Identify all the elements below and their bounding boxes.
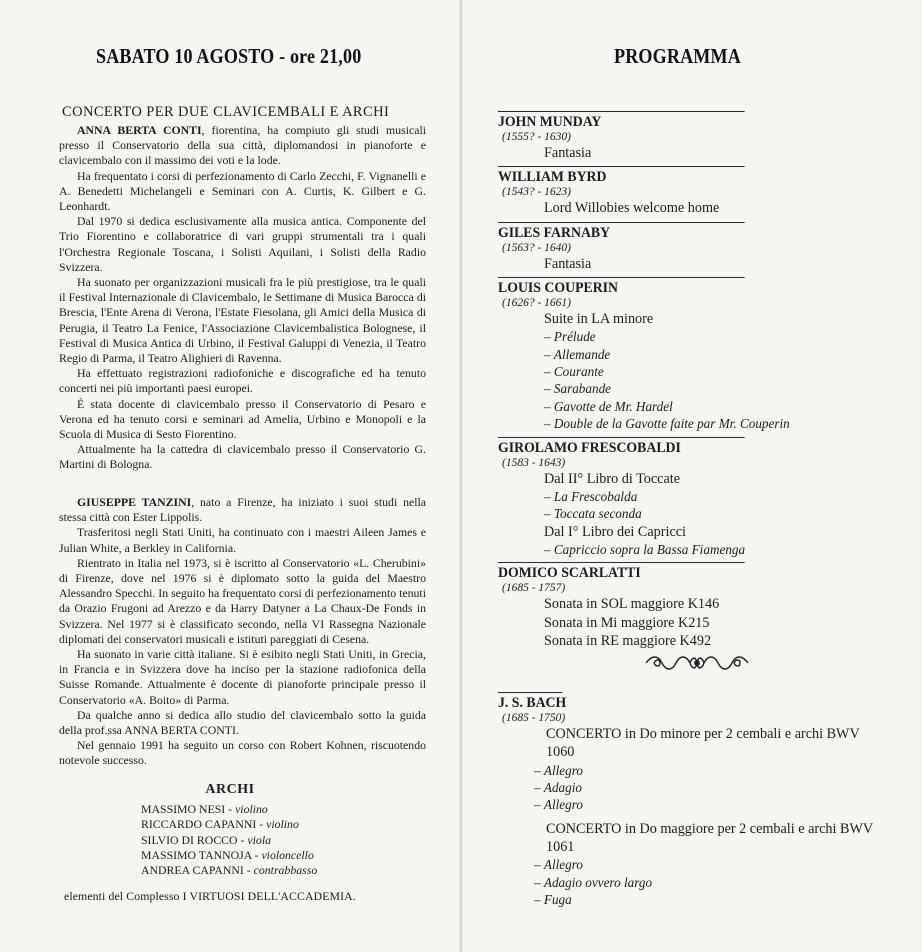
bio-giuseppe-tanzini bbox=[59, 495, 426, 769]
work-title: Dal I° Libro dei Capricci bbox=[544, 523, 686, 540]
work-title: Sonata in RE maggiore K492 bbox=[544, 633, 712, 650]
right-page bbox=[462, 0, 922, 952]
composer-name: GILES FARNABY bbox=[498, 222, 745, 242]
movement: – Prélude bbox=[544, 328, 918, 345]
bio-paragraph: Ha frequentato i corsi di perfezionamento di Carlo Zecchi, F. Vignanelli e A. Benedetti Michelangeli e Seminari con A. Curtis, K. Gilbert e G. Leonhardt. bbox=[59, 168, 426, 214]
bio-paragraph: GIUSEPPE TANZINI, nato a Firenze, ha iniziato i suoi studi nella stessa città con Ester Lippolis. bbox=[59, 495, 426, 525]
composer-name: J. S. BACH bbox=[498, 692, 562, 712]
archi-title: ARCHI bbox=[205, 782, 255, 797]
work-title: Fantasia bbox=[544, 145, 592, 161]
movement: – Allegro bbox=[534, 796, 918, 813]
movement: – Gavotte de Mr. Hardel bbox=[544, 398, 918, 415]
movement: – Adagio bbox=[534, 779, 918, 796]
movement: – Allemande bbox=[544, 346, 918, 363]
bio-paragraph: ANNA BERTA CONTI, fiorentina, ha compiuto gli studi musicali presso il Conservatorio della sua città, diplomandosi in pianoforte e clavicembalo con il massimo dei voti e la lode. bbox=[59, 123, 427, 168]
works bbox=[498, 595, 918, 650]
work-title: Sonata in SOL maggiore K146 bbox=[544, 596, 720, 613]
archi-member: MASSIMO TANNOJA - violoncello bbox=[141, 847, 314, 862]
movement: – Allegro bbox=[534, 856, 918, 873]
composer-dates: (1555? - 1630) bbox=[502, 131, 571, 143]
composer-name: GIROLAMO FRESCOBALDI bbox=[498, 437, 745, 457]
program-list bbox=[498, 111, 918, 650]
movement: – Courante bbox=[544, 363, 918, 380]
composer-name: WILLIAM BYRD bbox=[498, 166, 745, 186]
composer-dates: (1626? - 1661) bbox=[502, 296, 571, 309]
composer-block bbox=[498, 277, 918, 433]
composer-name: JOHN MUNDAY bbox=[498, 111, 745, 131]
archi-members bbox=[141, 802, 317, 878]
movement: – Fuga bbox=[534, 891, 918, 908]
bio-paragraph: Da qualche anno si dedica allo studio del clavicembalo sotto la guida della prof.ssa ANNA BERTA CONTI. bbox=[59, 707, 426, 738]
movement: – Capriccio sopra la Bassa Fiamenga bbox=[544, 541, 918, 558]
performer-name: GIUSEPPE TANZINI bbox=[77, 495, 192, 509]
performer-name: ANNA BERTA CONTI bbox=[77, 123, 202, 137]
composer-name: DOMICO SCARLATTI bbox=[498, 562, 745, 582]
bio-anna-berta-conti bbox=[59, 123, 426, 473]
works bbox=[498, 310, 918, 433]
concert-title: CONCERTO PER DUE CLAVICEMBALI E ARCHI bbox=[62, 104, 390, 120]
bio-paragraph: Trasferitosi negli Stati Uniti, ha continuato con i maestri Aileen James e Julian White, a Berkley in California. bbox=[59, 525, 426, 555]
ornament-divider-icon bbox=[642, 652, 752, 674]
works bbox=[498, 144, 918, 162]
program-heading: PROGRAMMA bbox=[614, 44, 741, 68]
works bbox=[498, 470, 918, 559]
composer-block bbox=[498, 222, 918, 273]
composer-block bbox=[498, 166, 918, 217]
composer-dates: (1685 - 1750) bbox=[502, 712, 566, 724]
bio-paragraph: Ha suonato per organizzazioni musicali fra le più prestigiose, tra le quali il Festival Internazionale di Clavicembalo, le Settimane di Musica Barocca di Brescia, l'Ente Arena di Verona, l'Estate Fiesolana, gli Amici della Musica di Perugia, il Teatro La Fenice, l'Associazione Clavicembalistica Bolognese, il Festival di Musica Antica di Urbino, il Festival Galuppi di Venezia, il Teatro Regio di Parma, il Teatro Alighieri di Ravenna. bbox=[59, 275, 426, 366]
works bbox=[498, 255, 918, 273]
work-title: Sonata in Mi maggiore K215 bbox=[544, 614, 710, 631]
movements bbox=[534, 856, 918, 908]
movements bbox=[534, 762, 918, 814]
left-page bbox=[0, 0, 460, 952]
movement: – Adagio ovvero largo bbox=[534, 874, 918, 891]
archi-member: SILVIO DI ROCCO - viola bbox=[141, 832, 271, 847]
bio-paragraph: Dal 1970 si dedica esclusivamente alla musica antica. Componente del Trio Fiorentino e collaboratrice di vari gruppi strumentali tra i quali l'Orchestra Regionale Toscana, i Solisti Aquilani, i Solisti della Radio Svizzera. bbox=[59, 214, 426, 274]
work-title: Fantasia bbox=[544, 255, 592, 272]
archi-member: RICCARDO CAPANNI - violino bbox=[141, 817, 299, 832]
movement: – La Frescobalda bbox=[544, 488, 918, 505]
archi-member: MASSIMO NESI - violino bbox=[141, 802, 268, 816]
bio-paragraph: Nel gennaio 1991 ha seguito un corso con Robert Kohnen, riscuotendo notevole successo. bbox=[59, 738, 426, 768]
composer-dates: (1563? - 1640) bbox=[502, 241, 571, 254]
composer-block bbox=[498, 111, 918, 162]
bio-paragraph: Attualmente ha la cattedra di clavicembalo presso il Conservatorio G. Martini di Bologna. bbox=[59, 442, 426, 472]
bio-paragraph: È stata docente di clavicembalo presso il Conservatorio di Pesaro e Verona ed ha tenuto corsi e seminari ad Amelia, Urbino e Monopoli e la Scuola di Musica di Sesto Fiorentino. bbox=[59, 396, 426, 442]
composer-dates: (1543? - 1623) bbox=[502, 186, 571, 199]
work-title: Dal II° Libro di Toccate bbox=[544, 470, 680, 487]
composer-block bbox=[498, 562, 918, 650]
work-title: Lord Willobies welcome home bbox=[544, 200, 720, 217]
work-title: CONCERTO in Do minore per 2 cembali e archi BWV 1060 bbox=[546, 726, 860, 761]
ensemble-note: elementi del Complesso I VIRTUOSI DELL'ACCADEMIA. bbox=[64, 889, 356, 903]
bio-paragraph: Ha effettuato registrazioni radiofoniche e discografiche ed ha tenuto concerti nei più importanti paesi europei. bbox=[59, 366, 426, 396]
composer-name: LOUIS COUPERIN bbox=[498, 277, 745, 297]
bio-paragraph: Rientrato in Italia nel 1973, si è iscritto al Conservatorio «L. Cherubini» di Firenze, dove nel 1976 si è diplomato sotto la guida del Maestro Alessandro Specchi. In seguito ha frequentato corsi di perfezionamento tenuti da Orazio Frugoni ad Arezzo e da Harry Datyner a La Chaux-De Fonds in Svizzera. Nel 1977 si è classificato secondo, nella VI Rassegna Nazionale diplomati dei conservatori musicali e istituti pareggiati di Cesena. bbox=[59, 555, 426, 646]
movement: – Toccata seconda bbox=[544, 505, 918, 522]
movement: – Double de la Gavotte faite par Mr. Couperin bbox=[544, 415, 918, 432]
composer-dates: (1583 - 1643) bbox=[502, 456, 566, 469]
works bbox=[498, 199, 918, 217]
movement: – Sarabande bbox=[544, 380, 918, 397]
work-title: Suite in LA minore bbox=[544, 310, 654, 327]
bio-paragraph: Ha suonato in varie città italiane. Si è esibito negli Stati Uniti, in Grecia, in Francia e in Svizzera dove ha inciso per la stazione radiofonica della Suisse Romande. Attualmente è docente di pianoforte principale presso il Conservatorio «A. Boito» di Parma. bbox=[59, 647, 426, 707]
archi-member: ANDREA CAPANNI - contrabbasso bbox=[141, 863, 318, 878]
composer-dates: (1685 - 1757) bbox=[502, 582, 566, 595]
composer-block bbox=[498, 437, 918, 559]
bach-section bbox=[498, 692, 918, 909]
bach-works bbox=[498, 725, 918, 909]
movement: – Allegro bbox=[534, 762, 918, 779]
date-heading: SABATO 10 AGOSTO - ore 21,00 bbox=[96, 44, 362, 68]
work-title: CONCERTO in Do maggiore per 2 cembali e archi BWV 1061 bbox=[546, 820, 873, 856]
